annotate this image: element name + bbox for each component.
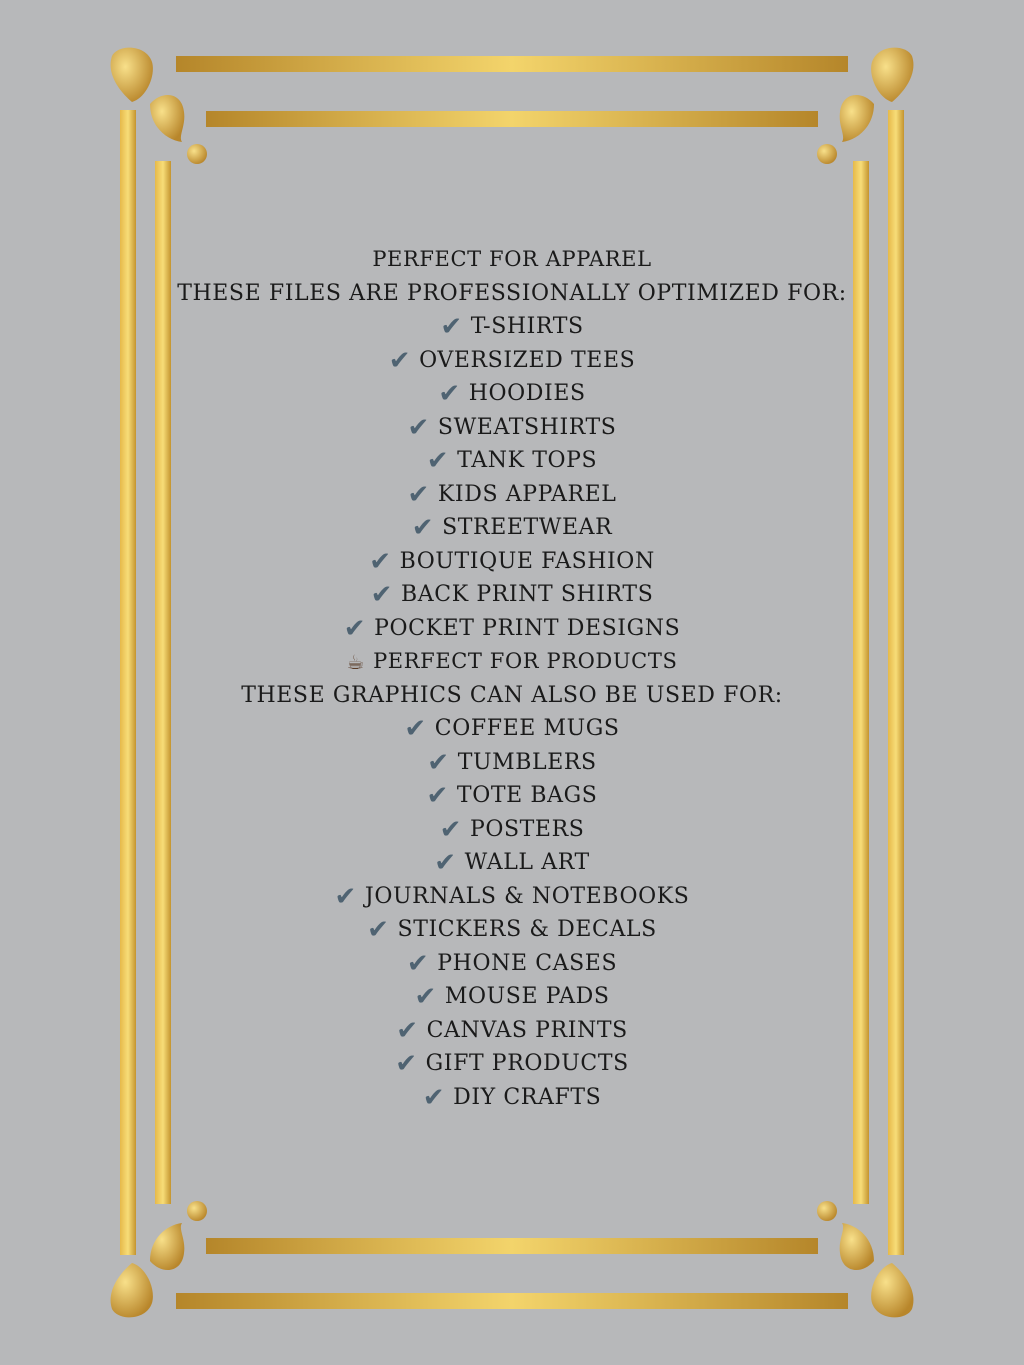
list-item-label: WALL ART: [464, 850, 590, 875]
list-item-label: COFFEE MUGS: [434, 716, 620, 741]
list-item: [0, 947, 1024, 981]
list-item: [0, 880, 1024, 914]
list-item: [0, 344, 1024, 378]
list-item: [0, 578, 1024, 612]
check-mark-icon: ✔: [426, 781, 449, 811]
list-item-label: TOTE BAGS: [456, 783, 598, 808]
apparel-subheading: THESE FILES ARE PROFESSIONALLY OPTIMIZED FOR:: [177, 280, 847, 306]
products-heading: [0, 645, 1024, 679]
check-mark-icon: ✔: [439, 814, 462, 845]
list-item: [0, 1047, 1024, 1081]
apparel-heading: PERFECT FOR APPAREL: [372, 247, 652, 271]
list-item: [0, 310, 1024, 344]
list-item-label: PHONE CASES: [437, 950, 618, 976]
list-item-label: BACK PRINT SHIRTS: [401, 582, 654, 607]
list-item-label: OVERSIZED TEES: [419, 347, 636, 373]
list-item-label: MOUSE PADS: [444, 984, 610, 1009]
check-mark-icon: ✔: [395, 1049, 418, 1079]
list-item: [0, 1014, 1024, 1048]
list-item-label: TANK TOPS: [457, 448, 598, 473]
list-item: [0, 712, 1024, 746]
check-mark-icon: ✔: [407, 479, 430, 510]
list-item-label: KIDS APPAREL: [437, 481, 617, 507]
check-mark-icon: ✔: [388, 345, 412, 376]
list-item-label: POSTERS: [469, 816, 585, 842]
check-mark-icon: ✔: [367, 915, 390, 945]
check-mark-icon: ✔: [334, 881, 357, 912]
products-subheading: THESE GRAPHICS CAN ALSO BE USED FOR:: [241, 682, 783, 708]
list-item: [0, 980, 1024, 1014]
check-mark-icon: ✔: [426, 446, 450, 476]
list-item-label: STREETWEAR: [442, 515, 613, 540]
list-item: [0, 746, 1024, 780]
list-item-label: STICKERS & DECALS: [397, 917, 657, 942]
list-item: [0, 913, 1024, 947]
check-mark-icon: ✔: [438, 379, 461, 409]
list-item-label: T-SHIRTS: [470, 314, 584, 339]
check-mark-icon: ✔: [414, 982, 437, 1012]
list-item: [0, 612, 1024, 646]
check-mark-icon: ✔: [427, 747, 450, 778]
check-mark-icon: ✔: [406, 948, 430, 979]
check-mark-icon: ✔: [343, 613, 367, 644]
list-item-label: DIY CRAFTS: [453, 1084, 602, 1110]
list-item: [0, 545, 1024, 579]
list-item-label: HOODIES: [468, 381, 586, 406]
list-item-label: JOURNALS & NOTEBOOKS: [364, 883, 690, 909]
list-item: [0, 813, 1024, 847]
list-item: [0, 846, 1024, 880]
list-item: [0, 1081, 1024, 1115]
list-item: [0, 444, 1024, 478]
list-item-label: POCKET PRINT DESIGNS: [374, 615, 681, 641]
feature-list: [0, 243, 1024, 1114]
list-item-label: SWEATSHIRTS: [437, 414, 617, 440]
check-mark-icon: ✔: [404, 714, 427, 744]
check-mark-icon: ✔: [422, 1082, 446, 1113]
list-item-label: GIFT PRODUCTS: [425, 1051, 629, 1076]
check-mark-icon: ✔: [396, 1015, 419, 1046]
check-mark-icon: ✔: [369, 546, 392, 577]
list-item-label: BOUTIQUE FASHION: [399, 548, 655, 574]
list-item: [0, 511, 1024, 545]
coffee-cup-icon: ☕: [346, 650, 366, 674]
check-mark-icon: ✔: [407, 412, 430, 443]
list-item: [0, 377, 1024, 411]
products-heading-label: PERFECT FOR PRODUCTS: [373, 649, 678, 673]
list-item-label: CANVAS PRINTS: [426, 1017, 628, 1043]
check-mark-icon: ✔: [370, 580, 393, 610]
list-item: [0, 779, 1024, 813]
list-item: [0, 411, 1024, 445]
list-item: [0, 478, 1024, 512]
check-mark-icon: ✔: [411, 513, 435, 543]
check-mark-icon: ✔: [434, 848, 457, 878]
check-mark-icon: ✔: [440, 312, 463, 342]
list-item-label: TUMBLERS: [457, 749, 597, 775]
